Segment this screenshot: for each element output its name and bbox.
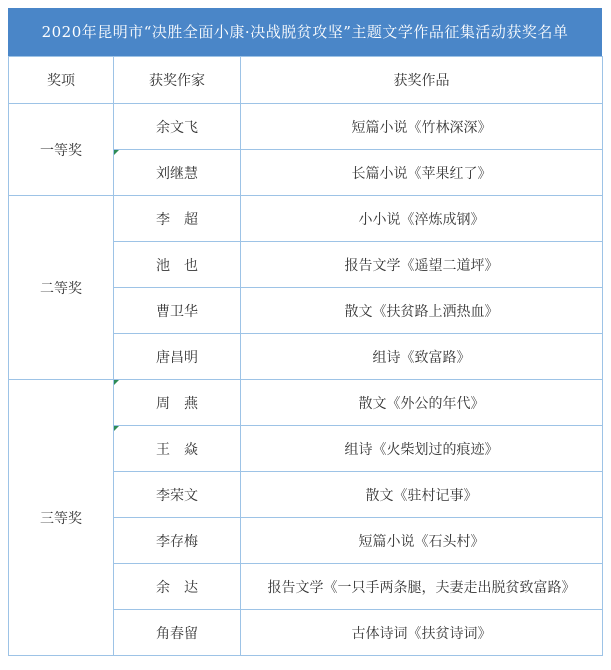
work-cell: 小小说《淬炼成钢》 <box>241 196 603 242</box>
header-work: 获奖作品 <box>241 57 603 104</box>
author-cell: 池 也 <box>114 242 241 288</box>
work-cell: 长篇小说《苹果红了》 <box>241 150 603 196</box>
cell-comment-marker <box>114 380 119 385</box>
table-row <box>9 380 603 426</box>
author-cell: 余 达 <box>114 564 241 610</box>
cell-comment-marker <box>114 426 119 431</box>
award-level-first: 一等奖 <box>9 104 114 196</box>
award-level-third: 三等奖 <box>9 380 114 656</box>
work-cell: 报告文学《遥望二道坪》 <box>241 242 603 288</box>
work-cell: 组诗《火柴划过的痕迹》 <box>241 426 603 472</box>
author-cell: 周 燕 <box>114 380 241 426</box>
header-author: 获奖作家 <box>114 57 241 104</box>
work-cell: 散文《外公的年代》 <box>241 380 603 426</box>
header-award: 奖项 <box>9 57 114 104</box>
author-cell: 角春留 <box>114 610 241 656</box>
author-cell: 李 超 <box>114 196 241 242</box>
work-cell: 短篇小说《竹林深深》 <box>241 104 603 150</box>
award-list-document <box>8 8 602 656</box>
author-cell: 李存梅 <box>114 518 241 564</box>
table-row <box>9 196 603 242</box>
author-cell: 李荣文 <box>114 472 241 518</box>
work-cell: 短篇小说《石头村》 <box>241 518 603 564</box>
cell-comment-marker <box>114 150 119 155</box>
award-level-second: 二等奖 <box>9 196 114 380</box>
author-cell: 唐昌明 <box>114 334 241 380</box>
author-cell: 曹卫华 <box>114 288 241 334</box>
work-cell: 报告文学《一只手两条腿，夫妻走出脱贫致富路》 <box>241 564 603 610</box>
work-cell: 组诗《致富路》 <box>241 334 603 380</box>
author-cell: 刘继慧 <box>114 150 241 196</box>
document-title: 2020年昆明市“决胜全面小康·决战脱贫攻坚”主题文学作品征集活动获奖名单 <box>8 8 602 56</box>
table-row <box>9 104 603 150</box>
author-cell: 王 焱 <box>114 426 241 472</box>
award-table <box>8 56 603 656</box>
author-cell: 余文飞 <box>114 104 241 150</box>
table-header-row <box>9 57 603 104</box>
work-cell: 散文《扶贫路上洒热血》 <box>241 288 603 334</box>
work-cell: 散文《驻村记事》 <box>241 472 603 518</box>
work-cell: 古体诗词《扶贫诗词》 <box>241 610 603 656</box>
